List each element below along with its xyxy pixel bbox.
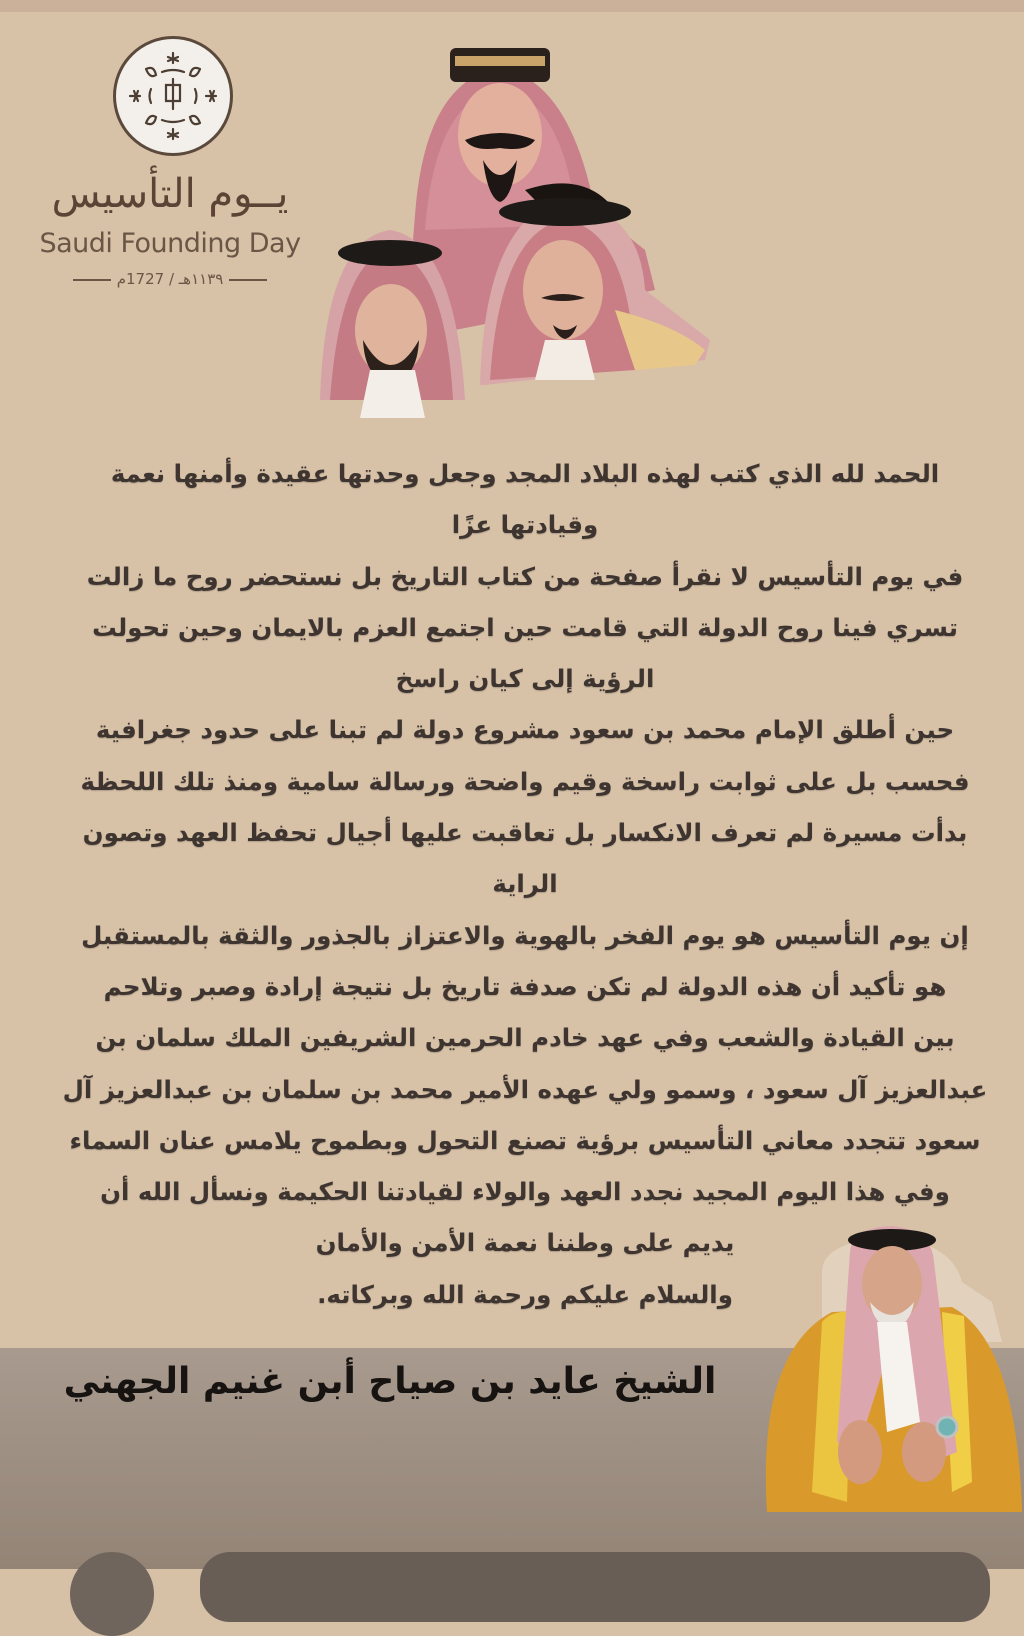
letter-line: تسري فينا روح الدولة التي قامت حين اجتمع العزم بالايمان وحين تحولت <box>92 612 958 642</box>
letter-line: عبدالعزيز آل سعود ، وسمو ولي عهده الأمير محمد بن سلمان بن عبدالعزيز آل <box>62 1074 988 1104</box>
bottom-reply-bar[interactable] <box>200 1552 990 1622</box>
letter-line: الرؤية إلى كيان راسخ <box>395 664 655 694</box>
letter-line: الراية <box>492 869 558 899</box>
sheikh-portrait <box>752 1212 1024 1512</box>
founding-day-seal-icon <box>113 36 233 156</box>
divider <box>73 279 111 281</box>
sheikh-name: الشيخ عايد بن صياح أبن غنيم الجهني <box>63 1361 717 1402</box>
logo-date <box>40 270 300 288</box>
founding-date: ١١٣٩هـ / 1727م <box>116 270 224 288</box>
top-strip <box>0 0 1024 12</box>
letter-line: فحسب بل على ثوابت راسخة وقيم واضحة ورسالة سامية ومنذ تلك اللحظة <box>80 766 970 796</box>
letter-line: في يوم التأسيس لا نقرأ صفحة من كتاب التاريخ بل نستحضر روح ما زالت <box>86 561 964 591</box>
letter-line: بين القيادة والشعب وفي عهد خادم الحرمين الشريفين الملك سلمان بن <box>95 1023 955 1053</box>
bottom-round-button[interactable] <box>70 1552 154 1636</box>
letter-line: إن يوم التأسيس هو يوم الفخر بالهوية والاعتزاز بالجذور والثقة بالمستقبل <box>81 920 969 950</box>
letter-line: وفي هذا اليوم المجيد نجدد العهد والولاء لقيادتنا الحكيمة ونسأل الله أن <box>100 1177 950 1207</box>
letter-line: هو تأكيد أن هذه الدولة لم تكن صدفة تاريخ بل نتيجة إرادة وصبر وتلاحم <box>103 971 947 1001</box>
letter-line: حين أطلق الإمام محمد بن سعود مشروع دولة لم تبنا على حدود جغرافية <box>95 715 955 745</box>
letter-line: يديم على وطننا نعمة الأمن والأمان <box>315 1228 735 1258</box>
letter-line: والسلام عليكم ورحمة الله وبركاته. <box>317 1279 733 1309</box>
founding-day-letter <box>60 448 990 1320</box>
letter-line: الحمد لله الذي كتب لهذه البلاد المجد وجعل وحدتها عقيدة وأمنها نعمة <box>110 459 940 488</box>
leaders-portrait-group <box>315 40 715 418</box>
divider <box>229 279 267 281</box>
letter-line: بدأت مسيرة لم تعرف الانكسار بل تعاقبت عليها أجيال تحفظ العهد وتصون <box>82 818 968 848</box>
logo-english-title: Saudi Founding Day <box>39 228 301 259</box>
logo-arabic-title: يــوم التأسيس <box>51 171 289 217</box>
letter-line: وقيادتها عزًا <box>451 510 599 540</box>
letter-line: سعود تتجدد معاني التأسيس برؤية تصنع التحول وبطموح يلامس عنان السماء <box>69 1125 981 1155</box>
